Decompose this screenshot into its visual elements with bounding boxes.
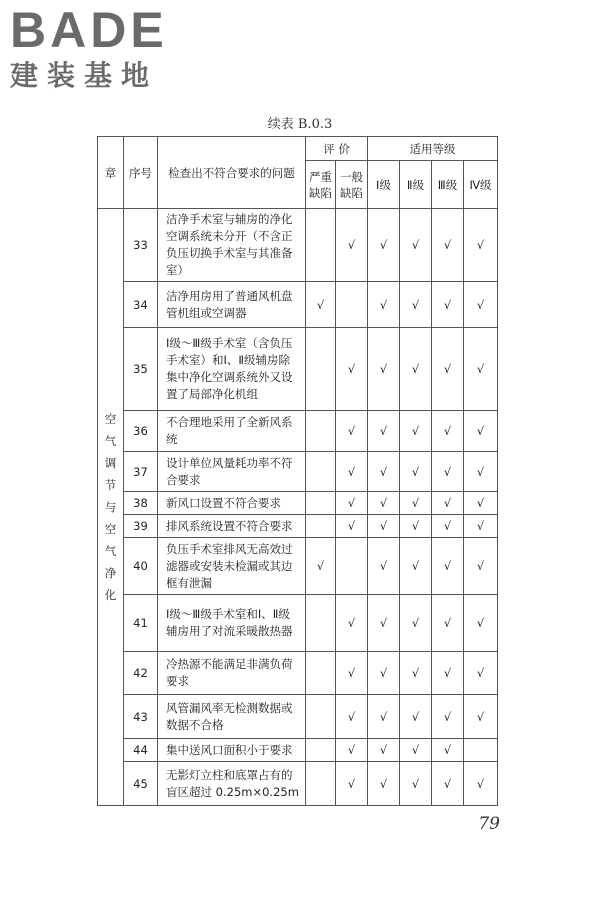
check-general: √ [336, 411, 368, 452]
problem-text: 集中送风口面积小于要求 [158, 739, 306, 762]
table-row [98, 652, 498, 695]
check-g2: √ [400, 515, 432, 538]
problem-text: 风管漏风率无检测数据或数据不合格 [158, 695, 306, 739]
check-g2: √ [400, 282, 432, 328]
row-number: 38 [124, 492, 158, 515]
check-g3: √ [432, 739, 464, 762]
table-row [98, 595, 498, 652]
check-serious [306, 209, 336, 282]
check-g4: √ [464, 282, 498, 328]
check-serious: √ [306, 538, 336, 595]
page-number: 79 [478, 814, 500, 834]
check-g2: √ [400, 452, 432, 492]
table-row [98, 515, 498, 538]
check-g1: √ [368, 515, 400, 538]
problem-text: 设计单位风量耗功率不符合要求 [158, 452, 306, 492]
check-g3: √ [432, 595, 464, 652]
check-serious [306, 492, 336, 515]
check-g1: √ [368, 328, 400, 411]
check-g1: √ [368, 452, 400, 492]
check-serious [306, 452, 336, 492]
check-serious [306, 328, 336, 411]
header-evaluation: 评 价 [306, 137, 368, 161]
check-g4: √ [464, 209, 498, 282]
table-caption: 续表 B.0.3 [267, 117, 333, 132]
row-number: 40 [124, 538, 158, 595]
row-number: 39 [124, 515, 158, 538]
header-grade-4: Ⅳ级 [464, 161, 498, 209]
check-serious [306, 411, 336, 452]
table-row [98, 739, 498, 762]
table-row [98, 762, 498, 806]
check-g2: √ [400, 209, 432, 282]
check-g3: √ [432, 695, 464, 739]
check-g1: √ [368, 282, 400, 328]
check-g4: √ [464, 328, 498, 411]
check-g3: √ [432, 452, 464, 492]
check-general: √ [336, 328, 368, 411]
check-general: √ [336, 595, 368, 652]
defect-table [97, 136, 498, 806]
problem-text: 无影灯立柱和底罩占有的盲区超过 0.25m×0.25m [158, 762, 306, 806]
header-serious: 严重缺陷 [306, 161, 336, 209]
row-number: 37 [124, 452, 158, 492]
check-g3: √ [432, 492, 464, 515]
check-g1: √ [368, 762, 400, 806]
check-g3: √ [432, 652, 464, 695]
check-general: √ [336, 492, 368, 515]
check-g3: √ [432, 411, 464, 452]
logo-sub-text: 建装基地 [10, 59, 159, 92]
problem-text: 洁净用房用了普通风机盘管机组或空调器 [158, 282, 306, 328]
check-general: √ [336, 739, 368, 762]
row-number: 33 [124, 209, 158, 282]
check-serious [306, 595, 336, 652]
table-row [98, 538, 498, 595]
row-number: 36 [124, 411, 158, 452]
check-g3: √ [432, 209, 464, 282]
row-number: 35 [124, 328, 158, 411]
problem-text: 新风口设置不符合要求 [158, 492, 306, 515]
check-g2: √ [400, 739, 432, 762]
check-serious [306, 695, 336, 739]
check-g3: √ [432, 515, 464, 538]
table-row [98, 411, 498, 452]
header-grade-3: Ⅲ级 [432, 161, 464, 209]
check-serious [306, 762, 336, 806]
check-g4: √ [464, 515, 498, 538]
check-g1: √ [368, 652, 400, 695]
check-g2: √ [400, 652, 432, 695]
chapter-cell [98, 209, 124, 806]
check-g4: √ [464, 695, 498, 739]
header-chapter: 章 [98, 137, 124, 209]
check-general [336, 538, 368, 595]
check-g1: √ [368, 209, 400, 282]
header-seq: 序号 [124, 137, 158, 209]
check-g1: √ [368, 538, 400, 595]
check-g1: √ [368, 595, 400, 652]
row-number: 42 [124, 652, 158, 695]
check-g1: √ [368, 492, 400, 515]
check-g3: √ [432, 538, 464, 595]
logo-main-text: BADE [10, 2, 168, 58]
table-row [98, 695, 498, 739]
check-serious [306, 652, 336, 695]
row-number: 45 [124, 762, 158, 806]
problem-text: 洁净手术室与辅房的净化空调系统未分开（不含正负压切换手术室与其准备室） [158, 209, 306, 282]
problem-text: Ⅰ级～Ⅲ级手术室（含负压手术室）和Ⅰ、Ⅱ级辅房除集中净化空调系统外又设置了局部净化机组 [158, 328, 306, 411]
check-g2: √ [400, 762, 432, 806]
row-number: 44 [124, 739, 158, 762]
table-row [98, 452, 498, 492]
check-g4 [464, 739, 498, 762]
check-general: √ [336, 652, 368, 695]
problem-text: Ⅰ级～Ⅲ级手术室和Ⅰ、Ⅱ级辅房用了对流采暖散热器 [158, 595, 306, 652]
check-general: √ [336, 209, 368, 282]
check-serious: √ [306, 282, 336, 328]
check-g1: √ [368, 739, 400, 762]
table-row [98, 209, 498, 282]
row-number: 43 [124, 695, 158, 739]
check-g3: √ [432, 762, 464, 806]
problem-text: 排风系统设置不符合要求 [158, 515, 306, 538]
check-g2: √ [400, 328, 432, 411]
check-general: √ [336, 452, 368, 492]
check-serious [306, 739, 336, 762]
problem-text: 冷热源不能满足非满负荷要求 [158, 652, 306, 695]
check-general: √ [336, 762, 368, 806]
header-grade-group: 适用等级 [368, 137, 498, 161]
check-g2: √ [400, 695, 432, 739]
check-general: √ [336, 695, 368, 739]
check-g4: √ [464, 452, 498, 492]
check-g2: √ [400, 411, 432, 452]
table-row [98, 282, 498, 328]
header-problem: 检查出不符合要求的问题 [158, 137, 306, 209]
check-g1: √ [368, 695, 400, 739]
check-g4: √ [464, 595, 498, 652]
problem-text: 不合理地采用了全新风系统 [158, 411, 306, 452]
check-g4: √ [464, 652, 498, 695]
header-grade-1: Ⅰ级 [368, 161, 400, 209]
header-general: 一般缺陷 [336, 161, 368, 209]
row-number: 41 [124, 595, 158, 652]
check-g4: √ [464, 492, 498, 515]
check-serious [306, 515, 336, 538]
check-general [336, 282, 368, 328]
check-g4: √ [464, 411, 498, 452]
chapter-label: 空气调节与空气净化 [104, 412, 117, 602]
table-row [98, 492, 498, 515]
table-row [98, 328, 498, 411]
check-g3: √ [432, 282, 464, 328]
check-general: √ [336, 515, 368, 538]
check-g3: √ [432, 328, 464, 411]
check-g4: √ [464, 538, 498, 595]
row-number: 34 [124, 282, 158, 328]
check-g1: √ [368, 411, 400, 452]
check-g2: √ [400, 538, 432, 595]
check-g2: √ [400, 595, 432, 652]
check-g4: √ [464, 762, 498, 806]
check-g2: √ [400, 492, 432, 515]
header-grade-2: Ⅱ级 [400, 161, 432, 209]
logo [10, 2, 180, 93]
problem-text: 负压手术室排风无高效过滤器或安装未检漏或其边框有泄漏 [158, 538, 306, 595]
